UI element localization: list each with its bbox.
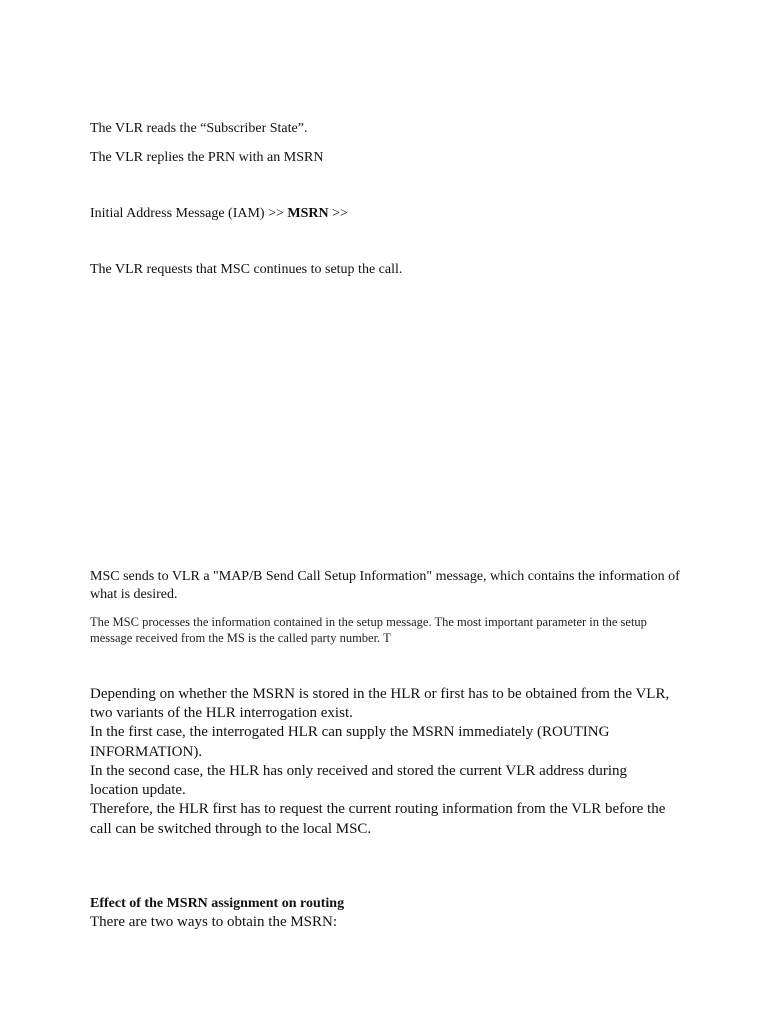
iam-msrn-bold: MSRN bbox=[287, 206, 329, 221]
msc-processes-line-1: The MSC processes the information contained in the setup message. The most important parameter in the setup bbox=[90, 615, 647, 629]
hlr-line-6: location update. bbox=[90, 782, 186, 798]
msc-sends-line-2: what is desired. bbox=[90, 587, 178, 602]
msc-processes-line-2: message received from the MS is the called party number. T bbox=[90, 631, 391, 645]
effect-intro: There are two ways to obtain the MSRN: bbox=[90, 914, 338, 930]
hlr-line-1: Depending on whether the MSRN is stored in the HLR or first has to be obtained from the VLR, bbox=[90, 686, 670, 702]
vlr-requests-msc-setup: The VLR requests that MSC continues to setup the call. bbox=[90, 262, 403, 277]
hlr-line-3: In the first case, the interrogated HLR can supply the MSRN immediately (ROUTING bbox=[90, 724, 610, 740]
vlr-reads-subscriber-state: The VLR reads the “Subscriber State”. bbox=[90, 121, 308, 136]
iam-msrn-line bbox=[90, 205, 348, 223]
hlr-line-8: call can be switched through to the local MSC. bbox=[90, 821, 372, 837]
hlr-line-5: In the second case, the HLR has only received and stored the current VLR address during bbox=[90, 763, 628, 779]
iam-prefix: Initial Address Message (IAM) >> bbox=[90, 206, 288, 221]
msc-sends-line-1: MSC sends to VLR a "MAP/B Send Call Setup Information" message, which contains the information of bbox=[90, 569, 680, 584]
iam-suffix: >> bbox=[328, 206, 348, 221]
effect-heading: Effect of the MSRN assignment on routing bbox=[90, 896, 345, 911]
hlr-line-2: two variants of the HLR interrogation exist. bbox=[90, 705, 353, 721]
hlr-line-4: INFORMATION). bbox=[90, 744, 203, 760]
hlr-line-7: Therefore, the HLR first has to request the current routing information from the VLR before the bbox=[90, 801, 666, 817]
vlr-replies-prn: The VLR replies the PRN with an MSRN bbox=[90, 150, 324, 165]
